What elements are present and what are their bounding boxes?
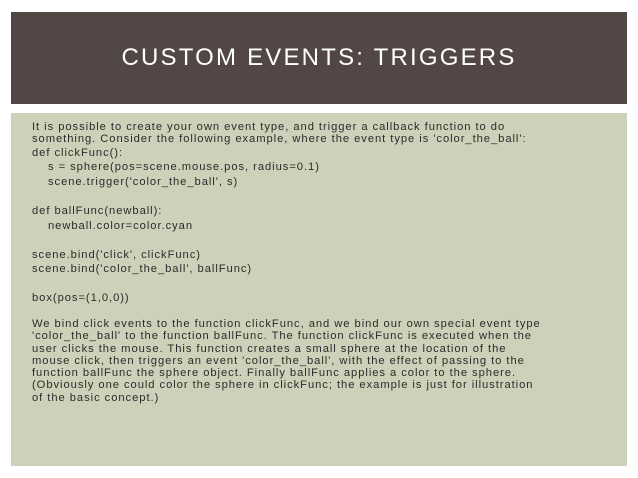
slide-title: CUSTOM EVENTS: TRIGGERS: [121, 44, 517, 71]
code-line: box(pos=(1,0,0)): [32, 292, 130, 305]
code-line: def clickFunc():: [32, 146, 124, 159]
code-line: newball.color=color.cyan: [48, 219, 193, 232]
title-bar: [11, 12, 627, 104]
intro-line: It is possible to create your own event type, and trigger a callback function to do: [32, 121, 506, 133]
explanation-line: function ballFunc the sphere object. Finally ballFunc applies a color to the sphere.: [32, 367, 517, 380]
explanation-line: of the basic concept.): [32, 391, 160, 404]
code-line: def ballFunc(newball):: [32, 204, 163, 217]
explanation-paragraph: [32, 318, 613, 404]
explanation-line: (Obviously one could color the sphere in clickFunc; the example is just for illustration: [32, 379, 534, 392]
explanation-line: user clicks the mouse. This function creates a small sphere at the location of the: [32, 342, 507, 355]
spacer: [32, 234, 613, 248]
explanation-line: mouse click, then triggers an event 'color_the_ball', with the effect of passing to the: [32, 354, 525, 367]
content-box: [11, 113, 627, 466]
explanation-line: 'color_the_ball' to the function ballFunc. The function clickFunc is executed when the: [32, 330, 532, 343]
code-line: s = sphere(pos=scene.mouse.pos, radius=0.1): [48, 161, 320, 174]
spacer: [32, 277, 613, 291]
code-line: scene.bind('click', clickFunc): [32, 248, 201, 261]
spacer: [32, 190, 613, 204]
code-line: scene.bind('color_the_ball', ballFunc): [32, 263, 253, 276]
intro-line: something. Consider the following example, where the event type is 'color_the_ball':: [32, 133, 527, 146]
explanation-line: We bind click events to the function clickFunc, and we bind our own special event type: [32, 317, 541, 330]
code-line: scene.trigger('color_the_ball', s): [48, 176, 239, 189]
